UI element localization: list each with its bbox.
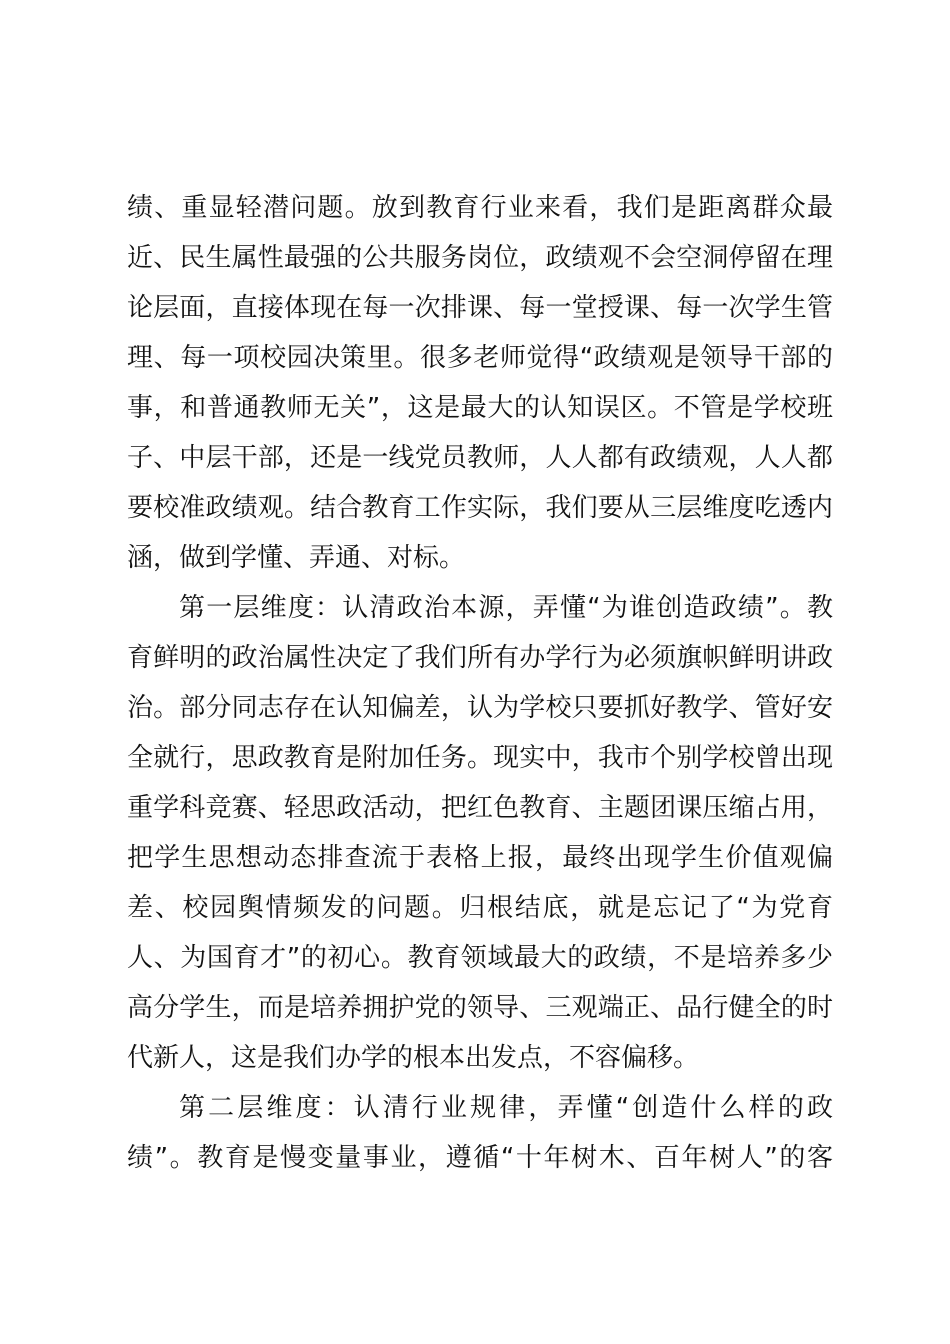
paragraph-1-line-4: 理、每一项校园决策里。很多老师觉得“政绩观是领导干部的 — [127, 343, 833, 373]
paragraph-1-line-5: 事，和普通教师无关”，这是最大的认知误区。不管是学校班 — [127, 393, 833, 423]
paragraph-1-line-6: 子、中层干部，还是一线党员教师，人人都有政绩观，人人都 — [127, 443, 833, 473]
paragraph-2-line-5: 重学科竞赛、轻思政活动，把红色教育、主题团课压缩占用， — [127, 793, 833, 823]
paragraph-1-line-7: 要校准政绩观。结合教育工作实际，我们要从三层维度吃透内 — [127, 493, 833, 523]
paragraph-1-line-1: 绩、重显轻潜问题。放到教育行业来看，我们是距离群众最 — [127, 193, 833, 223]
paragraph-2-line-10: 代新人，这是我们办学的根本出发点，不容偏移。 — [127, 1043, 700, 1073]
paragraph-3-line-2: 绩”。教育是慢变量事业，遵循“十年树木、百年树人”的客 — [127, 1143, 833, 1173]
paragraph-2-line-6: 把学生思想动态排查流于表格上报，最终出现学生价值观偏 — [127, 843, 833, 873]
paragraph-2-line-1: 第一层维度：认清政治本源，弄懂“为谁创造政绩”。教 — [179, 593, 833, 623]
paragraph-1-line-8: 涵，做到学懂、弄通、对标。 — [127, 543, 466, 573]
paragraph-3-line-1: 第二层维度：认清行业规律，弄懂“创造什么样的政 — [179, 1093, 833, 1123]
paragraph-1-line-2: 近、民生属性最强的公共服务岗位，政绩观不会空洞停留在理 — [127, 243, 833, 273]
paragraph-2-line-2: 育鲜明的政治属性决定了我们所有办学行为必须旗帜鲜明讲政 — [127, 643, 833, 673]
paragraph-2-line-3: 治。部分同志存在认知偏差，认为学校只要抓好教学、管好安 — [127, 693, 833, 723]
paragraph-2-line-4: 全就行，思政教育是附加任务。现实中，我市个别学校曾出现 — [127, 743, 833, 773]
paragraph-2-line-7: 差、校园舆情频发的问题。归根结底，就是忘记了“为党育 — [127, 893, 833, 923]
paragraph-2-line-8: 人、为国育才”的初心。教育领域最大的政绩，不是培养多少 — [127, 943, 833, 973]
paragraph-1-line-3: 论层面，直接体现在每一次排课、每一堂授课、每一次学生管 — [127, 293, 833, 323]
body-text — [127, 183, 833, 1183]
paragraph-2-line-9: 高分学生，而是培养拥护党的领导、三观端正、品行健全的时 — [127, 993, 833, 1023]
